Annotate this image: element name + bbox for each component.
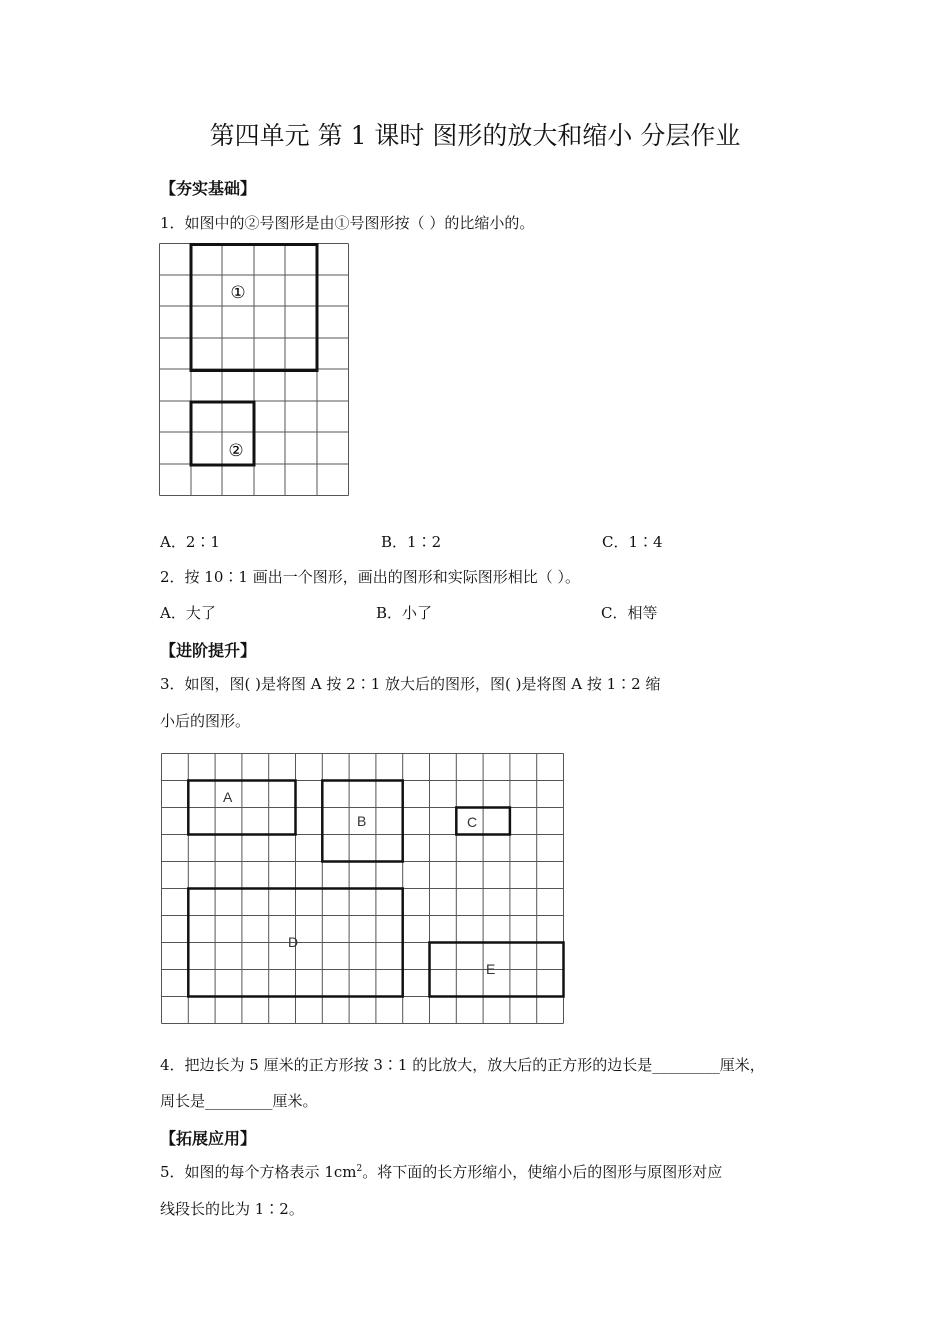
- section-heading-advanced: 【进阶提升】: [160, 641, 257, 660]
- figure-c-label: C: [467, 814, 478, 830]
- question-1-option-c[interactable]: C．1∶4: [602, 533, 663, 551]
- question-3-text-line1: 3．如图，图( )是将图 A 按 2∶1 放大后的图形，图( )是将图 A 按 1∶2 缩: [160, 675, 661, 693]
- figure-a-label: A: [223, 789, 233, 805]
- question-1-option-b[interactable]: B．1∶2: [381, 533, 442, 551]
- question-4-text-line2: 周长是_________厘米。: [160, 1092, 318, 1110]
- section-heading-basic: 【夯实基础】: [160, 179, 257, 198]
- page-title: 第四单元 第 1 课时 图形的放大和缩小 分层作业: [209, 121, 741, 150]
- question-5-text-part2: 。将下面的长方形缩小，使缩小后的图形与原图形对应: [362, 1163, 723, 1181]
- question-1-text: 1．如图中的②号图形是由①号图形按（ ）的比缩小的。: [160, 214, 535, 232]
- question-5-text-line2: 线段长的比为 1∶2。: [160, 1200, 304, 1218]
- question-2-option-a[interactable]: A．大了: [160, 604, 216, 622]
- shape-1-label: ①: [230, 283, 246, 302]
- figure-b-label: B: [357, 813, 367, 829]
- shape-2-label: ②: [228, 441, 244, 460]
- question-2-option-b[interactable]: B．小了: [376, 604, 433, 622]
- question-2-text: 2．按 10∶1 画出一个图形，画出的图形和实际图形相比（ ）。: [160, 568, 580, 586]
- question-1-option-a[interactable]: A．2∶1: [160, 533, 220, 551]
- figure-e-label: E: [486, 961, 496, 977]
- question-4-text-line1: 4．把边长为 5 厘米的正方形按 3∶1 的比放大，放大后的正方形的边长是_________厘米，: [160, 1056, 765, 1074]
- question-1-figure: [159, 243, 351, 499]
- section-heading-extend: 【拓展应用】: [160, 1129, 257, 1148]
- question-5-superscript: 2: [356, 1164, 363, 1174]
- figure-d-label: D: [288, 934, 299, 950]
- question-5-text-part1: 5．如图的每个方格表示 1cm: [160, 1163, 357, 1181]
- question-3-figure: [160, 752, 566, 1026]
- question-5-text-line1: [160, 1161, 722, 1182]
- question-2-option-c[interactable]: C．相等: [601, 604, 658, 622]
- question-3-text-line2: 小后的图形。: [160, 712, 251, 730]
